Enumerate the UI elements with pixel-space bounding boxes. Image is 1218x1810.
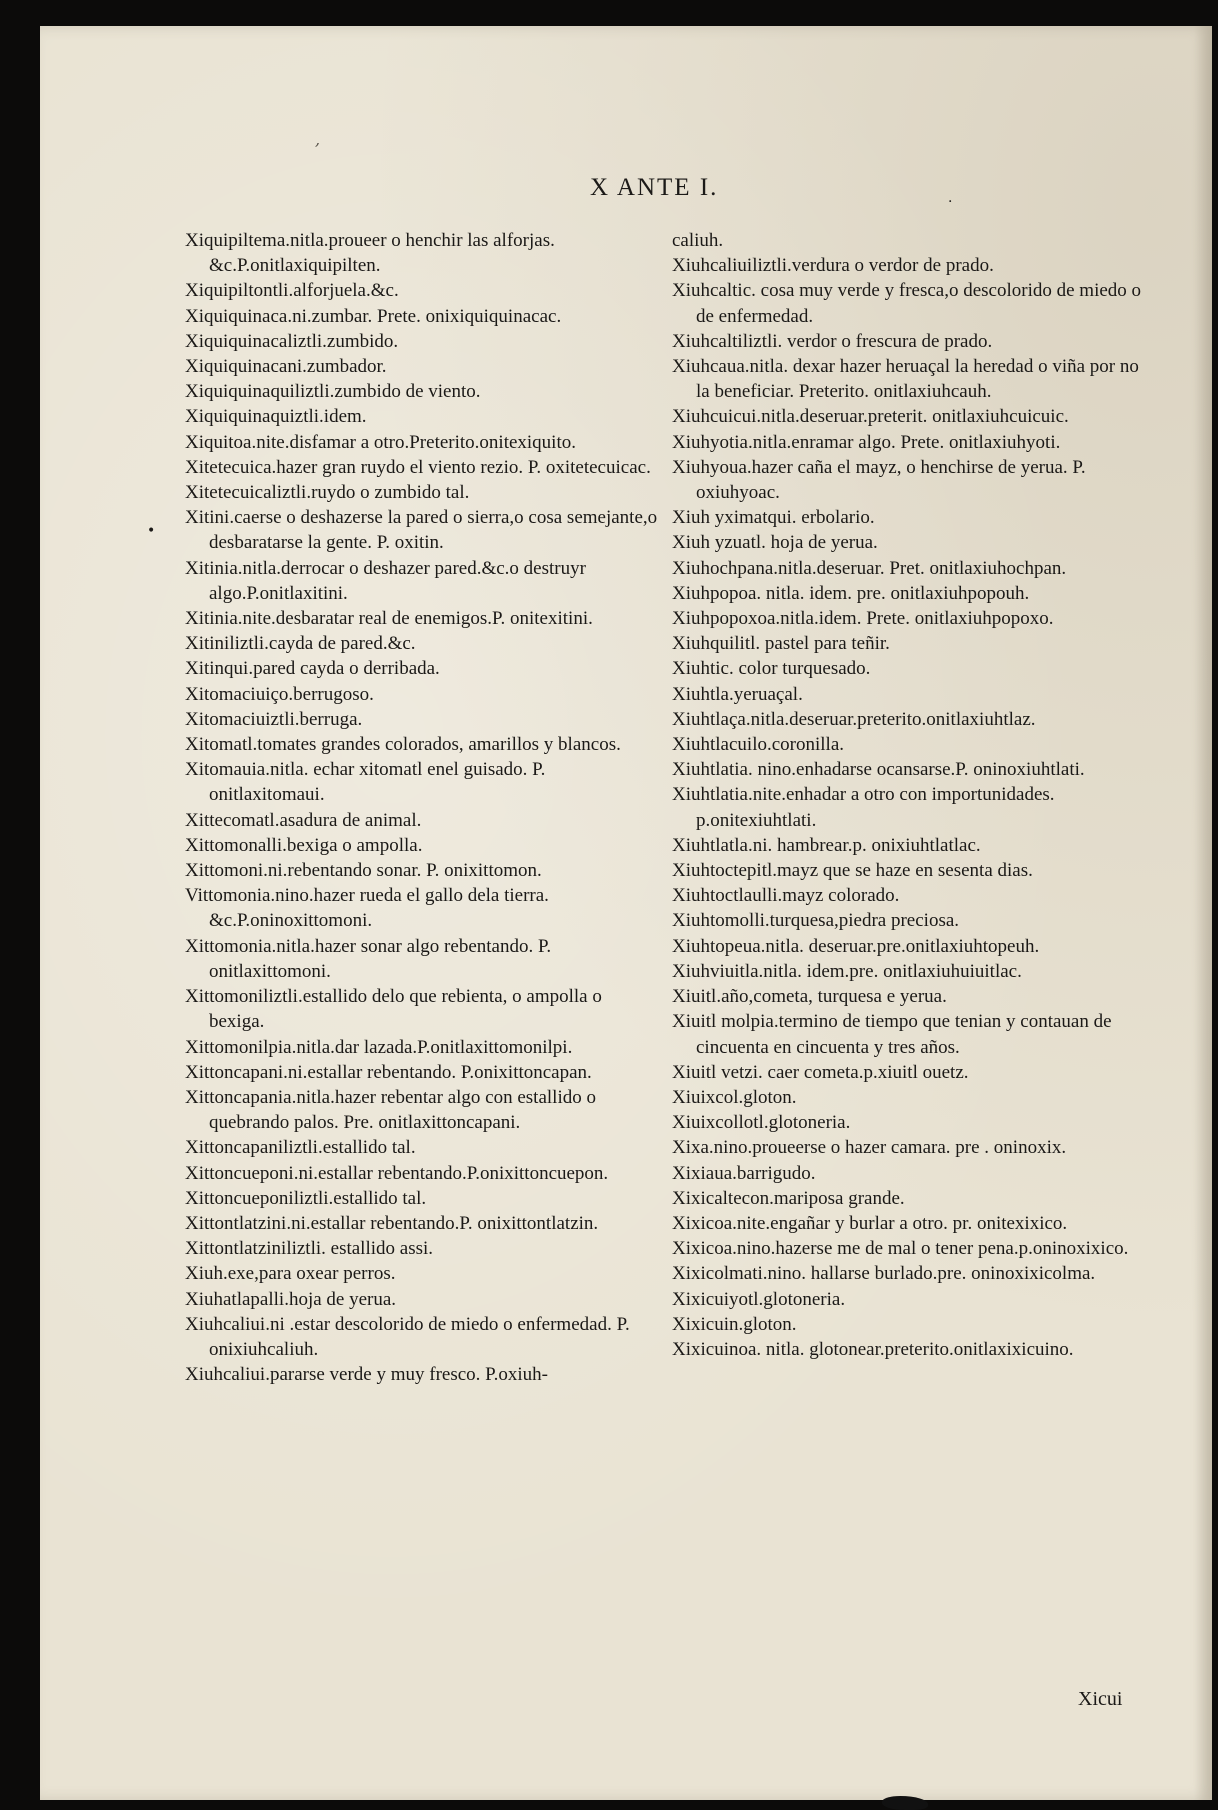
- dictionary-entry: Xixicaltecon.mariposa grande.: [672, 1187, 905, 1209]
- dictionary-entry: Xitomaciuiço.berrugoso.: [185, 683, 374, 705]
- dictionary-entry: Xitetecuicaliztli.ruydo o zumbido tal.: [185, 482, 470, 504]
- dictionary-entry: Xiuhtomolli.turquesa,piedra preciosa.: [672, 910, 960, 932]
- book-page: [40, 26, 1212, 1800]
- dictionary-entry: Xiuhtla.yeruaçal.: [672, 683, 803, 705]
- dictionary-entry: Xittomonia.nitla.hazer sonar algo rebentando. P. onitlaxittomoni.: [185, 935, 552, 982]
- dictionary-entry: Xiuhtlatla.ni. hambrear.p. onixiuhtlatlac.: [672, 834, 981, 856]
- dictionary-entry: Xiuhyoua.hazer caña el mayz, o henchirse de yerua. P. oxiuhyoac.: [672, 456, 1086, 504]
- dictionary-entry: Xiuhatlapalli.hoja de yerua.: [185, 1288, 397, 1310]
- dictionary-entry: Xiuhyotia.nitla.enramar algo. Prete. onitlaxiuhyoti.: [672, 431, 1061, 453]
- dictionary-entry: Xiuixcollotl.glotoneria.: [672, 1112, 851, 1134]
- dictionary-entry: Xiuhcuicui.nitla.deseruar.preterit. onitlaxiuhcuicuic.: [672, 406, 1069, 428]
- dictionary-entry: Xiuhcaliuiliztli.verdura o verdor de prado.: [672, 255, 994, 277]
- dictionary-entry: Xittomonalli.bexiga o ampolla.: [185, 834, 423, 856]
- dictionary-entry: Xitini.caerse o deshazerse la pared o sierra,o cosa semejante,o desbaratarse la gente. P. oxitin.: [185, 507, 658, 554]
- dictionary-entry: Xittomonilpia.nitla.dar lazada.P.onitlaxittomonilpi.: [185, 1036, 573, 1058]
- dictionary-entry: Vittomonia.nino.hazer rueda el gallo dela tierra. &c.P.oninoxittomoni.: [185, 885, 549, 932]
- dictionary-entry: Xiquitoa.nite.disfamar a otro.Preterito.onitexiquito.: [185, 431, 576, 453]
- dictionary-entry: Xiquiquinacani.zumbador.: [185, 356, 387, 378]
- dictionary-entry: Xiuhtlacuilo.coronilla.: [672, 734, 845, 756]
- dictionary-entry: Xiuitl vetzi. caer cometa.p.xiuitl ouetz.: [672, 1061, 969, 1083]
- dictionary-entry: Xiuhtlatia.nite.enhadar a otro con importunidades. p.onitexiuhtlati.: [672, 784, 1055, 831]
- dictionary-entry: Xitiniliztli.cayda de pared.&c.: [185, 633, 416, 655]
- dictionary-entry: Xitetecuica.hazer gran ruydo el viento rezio. P. oxitetecuicac.: [185, 456, 651, 478]
- dictionary-entry: Xixa.nino.proueerse o hazer camara. pre . oninoxix.: [672, 1137, 1067, 1159]
- dictionary-entry: Xittoncapani.ni.estallar rebentando. P.onixittoncapan.: [185, 1061, 592, 1083]
- dictionary-entry: Xiuh.exe,para oxear perros.: [185, 1263, 396, 1285]
- dictionary-entry: Xittoncapania.nitla.hazer rebentar algo con estallido o quebrando palos. Pre. onitlaxittoncapani.: [185, 1086, 596, 1134]
- dictionary-entry: Xitomatl.tomates grandes colorados, amarillos y blancos.: [185, 734, 621, 756]
- dictionary-entry: Xitinia.nite.desbaratar real de enemigos.P. onitexitini.: [185, 608, 593, 630]
- left-column: [185, 228, 660, 1387]
- dictionary-entry: Xittoncapaniliztli.estallido tal.: [185, 1137, 416, 1159]
- dictionary-entry: Xixicoa.nino.hazerse me de mal o tener pena.p.oninoxixico.: [672, 1238, 1129, 1260]
- dictionary-entry: Xitinia.nitla.derrocar o deshazer pared.&c.o destruyr algo.P.onitlaxitini.: [185, 557, 586, 604]
- dictionary-entry: Xiuh yximatqui. erbolario.: [672, 507, 875, 529]
- dictionary-entry: Xittecomatl.asadura de animal.: [185, 809, 422, 831]
- dictionary-entry: Xiuitl molpia.termino de tiempo que tenian y contauan de cincuenta en cincuenta y tres años.: [672, 1011, 1112, 1058]
- dictionary-entry: Xiuhcaliui.ni .estar descolorido de miedo o enfermedad. P. onixiuhcaliuh.: [185, 1313, 630, 1360]
- dictionary-entry: Xittoncueponiliztli.estallido tal.: [185, 1187, 427, 1209]
- right-column: [672, 228, 1150, 1362]
- dictionary-entry: Xitinqui.pared cayda o derribada.: [185, 658, 440, 680]
- dictionary-entry: Xiuhtlaça.nitla.deseruar.preterito.onitlaxiuhtlaz.: [672, 708, 1036, 730]
- dictionary-entry: Xiuhtoctepitl.mayz que se haze en sesenta dias.: [672, 860, 1033, 882]
- dictionary-entry: Xiuhtopeua.nitla. deseruar.pre.onitlaxiuhtopeuh.: [672, 935, 1040, 957]
- dictionary-entry: Xixiaua.barrigudo.: [672, 1162, 816, 1184]
- dictionary-entry: Xiuhcaliui.pararse verde y muy fresco. P.oxiuh-: [185, 1364, 549, 1386]
- page-header: X ANTE I.: [590, 174, 719, 201]
- dictionary-entry: Xittoncueponi.ni.estallar rebentando.P.onixittoncuepon.: [185, 1162, 609, 1184]
- dictionary-entry: Xiquipiltema.nitla.proueer o henchir las alforjas. &c.P.onitlaxiquipilten.: [185, 230, 555, 277]
- dictionary-entry: Xixicolmati.nino. hallarse burlado.pre. oninoxixicolma.: [672, 1263, 1096, 1285]
- dictionary-entry: Xixicoa.nite.engañar y burlar a otro. pr. onitexixico.: [672, 1212, 1068, 1234]
- dictionary-entry: Xiuhtlatia. nino.enhadarse ocansarse.P. oninoxiuhtlati.: [672, 759, 1085, 781]
- dictionary-entry: Xiuhquilitl. pastel para teñir.: [672, 633, 890, 655]
- dictionary-entry: Xiuhcaltiliztli. verdor o frescura de prado.: [672, 330, 993, 352]
- header-dot-mark: ·: [948, 194, 953, 210]
- margin-pen-mark: ,: [315, 130, 321, 149]
- dictionary-entry: Xiquipiltontli.alforjuela.&c.: [185, 280, 399, 302]
- catchword: Xicui: [1078, 1688, 1123, 1710]
- dictionary-entry: Xittontlatziniliztli. estallido assi.: [185, 1238, 434, 1260]
- dictionary-entry: Xiquiquinacaliztli.zumbido.: [185, 330, 399, 352]
- dictionary-entry: Xiuhtoctlaulli.mayz colorado.: [672, 885, 900, 907]
- dictionary-entry: Xiuhpopoa. nitla. idem. pre. onitlaxiuhpopouh.: [672, 582, 1030, 604]
- dictionary-entry: Xiquiquinaca.ni.zumbar. Prete. onixiquiquinacac.: [185, 305, 562, 327]
- dictionary-entry: Xiuhviuitla.nitla. idem.pre. onitlaxiuhuiuitlac.: [672, 960, 1022, 982]
- dictionary-entry: Xittomoni.ni.rebentando sonar. P. onixittomon.: [185, 860, 542, 882]
- dictionary-entry: Xixicuin.gloton.: [672, 1313, 797, 1335]
- dictionary-entry: Xiuhtic. color turquesado.: [672, 658, 871, 680]
- dictionary-entry: Xixicuiyotl.glotoneria.: [672, 1288, 846, 1310]
- dictionary-entry: Xiuh yzuatl. hoja de yerua.: [672, 532, 878, 554]
- dictionary-entry: Xiuhochpana.nitla.deseruar. Pret. onitlaxiuhochpan.: [672, 557, 1067, 579]
- ink-ornament: [882, 1796, 928, 1810]
- dictionary-entry: Xitomaciuiztli.berruga.: [185, 708, 363, 730]
- dictionary-entry: Xitomauia.nitla. echar xitomatl enel guisado. P. onitlaxitomaui.: [185, 759, 546, 806]
- dictionary-entry: Xittontlatzini.ni.estallar rebentando.P. onixittontlatzin.: [185, 1212, 599, 1234]
- dictionary-entry: Xiquiquinaquiliztli.zumbido de viento.: [185, 381, 481, 403]
- dictionary-entry: Xiuixcol.gloton.: [672, 1086, 797, 1108]
- dictionary-entry: Xiuitl.año,cometa, turquesa e yerua.: [672, 986, 947, 1008]
- dictionary-entry: Xixicuinoa. nitla. glotonear.preterito.onitlaxixicuino.: [672, 1338, 1074, 1360]
- dictionary-entry: caliuh.: [672, 230, 724, 251]
- dictionary-entry: Xiuhcaua.nitla. dexar hazer heruaçal la heredad o viña por no la beneficiar. Preterito. onitlaxiuhcauh.: [672, 356, 1139, 403]
- margin-bullet-mark: •: [147, 523, 156, 539]
- dictionary-entry: Xiquiquinaquiztli.idem.: [185, 406, 367, 428]
- dictionary-entry: Xiuhcaltic. cosa muy verde y fresca,o descolorido de miedo o de enfermedad.: [672, 280, 1142, 327]
- dictionary-entry: Xittomoniliztli.estallido delo que rebienta, o ampolla o bexiga.: [185, 986, 602, 1033]
- page-edge-shadow: [1194, 26, 1212, 1800]
- dictionary-entry: Xiuhpopoxoa.nitla.idem. Prete. onitlaxiuhpopoxo.: [672, 608, 1054, 630]
